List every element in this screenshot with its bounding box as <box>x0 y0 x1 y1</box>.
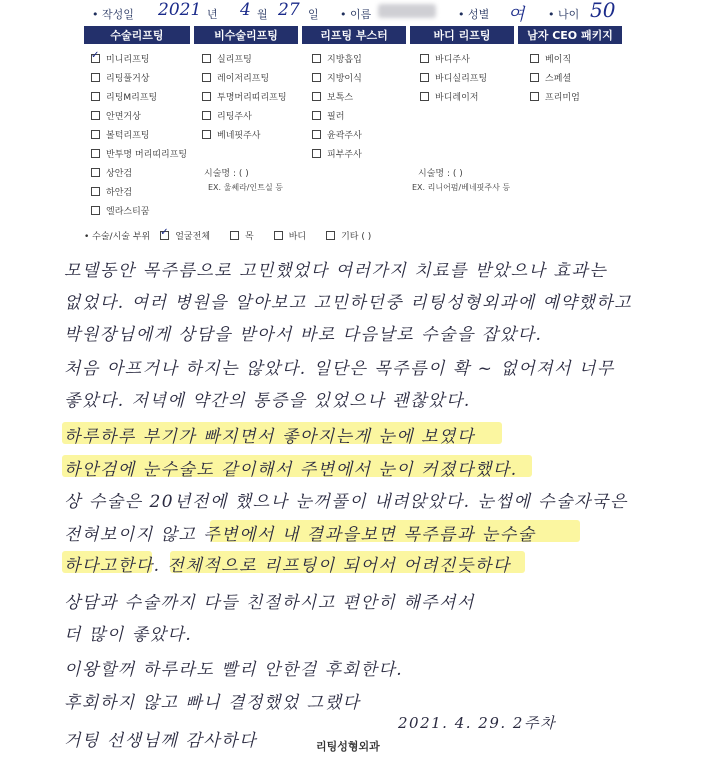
checkbox[interactable] <box>91 149 100 158</box>
handwritten-line: 더 많이 좋았다. <box>64 625 193 645</box>
handwritten-line: 전혀보이지 않고 주변에서 내 결과을보면 목주름과 눈수술 <box>64 525 536 545</box>
category-header-body-lifting: 바디 리프팅 <box>410 26 514 44</box>
checkbox[interactable] <box>91 206 100 215</box>
checkbox[interactable] <box>530 54 539 63</box>
list-item[interactable]: 실리프팅 <box>202 51 287 65</box>
list-item[interactable]: 필러 <box>312 108 362 122</box>
checkbox[interactable] <box>202 111 211 120</box>
list-item[interactable]: 하안검 <box>91 184 187 198</box>
checkbox[interactable] <box>312 54 321 63</box>
list-item[interactable]: 보톡스 <box>312 89 362 103</box>
handwritten-line: 이왕할꺼 하루라도 빨리 안한걸 후회한다. <box>64 660 404 680</box>
month-unit: 월 <box>257 8 268 21</box>
checkbox[interactable] <box>202 54 211 63</box>
checkbox[interactable] <box>91 187 100 196</box>
category-list-ceo-package <box>530 51 580 108</box>
checkbox[interactable] <box>530 92 539 101</box>
handwritten-line: 모델동안 목주름으로 고민했었다 여러가지 치료를 받았으나 효과는 <box>64 261 608 281</box>
list-item[interactable]: 리팅풀거상 <box>91 70 187 84</box>
list-item[interactable]: 레이저리프팅 <box>202 70 287 84</box>
checkbox[interactable] <box>202 130 211 139</box>
handwritten-line: 좋았다. 저녁에 약간의 통증을 있었으나 괜찮았다. <box>64 391 471 411</box>
list-item[interactable]: 바디주사 <box>420 51 487 65</box>
checkbox[interactable] <box>91 168 100 177</box>
checkbox[interactable] <box>91 92 100 101</box>
name-label: • 이름 <box>340 8 372 21</box>
list-item[interactable]: 베이직 <box>530 51 580 65</box>
procedure-name-field-1[interactable]: 시술명 : ( ) <box>204 169 249 179</box>
checkbox[interactable] <box>420 92 429 101</box>
checkbox[interactable] <box>312 130 321 139</box>
list-item[interactable]: 바디레이저 <box>420 89 487 103</box>
category-header-ceo-package: 남자 CEO 패키지 <box>518 26 622 44</box>
category-header-lifting-booster: 리프팅 부스터 <box>302 26 406 44</box>
name-redacted <box>378 4 436 18</box>
list-item[interactable]: 지방흡입 <box>312 51 362 65</box>
category-header-nonsurgical-lifting: 비수술리프팅 <box>194 26 298 44</box>
list-item[interactable]: 볼턱리프팅 <box>91 127 187 141</box>
list-item[interactable]: 바디실리프팅 <box>420 70 487 84</box>
day-unit: 일 <box>308 8 319 21</box>
list-item[interactable]: 지방이식 <box>312 70 362 84</box>
list-item[interactable]: 엘라스티꿈 <box>91 203 187 217</box>
gender-label: • 성별 <box>458 8 490 21</box>
list-item[interactable]: 안면거상 <box>91 108 187 122</box>
checkbox[interactable] <box>312 149 321 158</box>
handwritten-line: 하루하루 부기가 빠지면서 좋아지는게 눈에 보였다 <box>64 427 475 447</box>
list-item[interactable]: 베네핏주사 <box>202 127 287 141</box>
list-item[interactable]: ✓ 미니리프팅 <box>91 51 187 65</box>
date-label: • 작성일 <box>92 8 134 21</box>
date-month: 4 <box>240 0 251 20</box>
procedure-example-1: EX. 울쎄라/인트실 등 <box>208 183 283 192</box>
date-year: 2021 <box>158 0 202 20</box>
handwritten-line: 하다고한다. 전체적으로 리프팅이 되어서 어려진듯하다 <box>64 556 511 576</box>
gender-value: 여 <box>508 5 525 25</box>
handwritten-line: 후회하지 않고 빠니 결정했었 그랬다 <box>64 693 361 713</box>
age-label: • 나이 <box>548 8 580 21</box>
handwritten-line: 없었다. 여러 병원을 알아보고 고민하던중 리팅성형외과에 예약했하고 <box>64 293 633 313</box>
list-item[interactable]: 상안검 <box>91 165 187 179</box>
checkbox[interactable] <box>312 111 321 120</box>
checkbox[interactable] <box>326 231 335 240</box>
checkbox[interactable] <box>312 73 321 82</box>
signature-date: 2021. 4. 29. 2주차 <box>398 714 556 732</box>
list-item[interactable]: 프리미엄 <box>530 89 580 103</box>
handwritten-line: 처음 아프거나 하지는 않았다. 일단은 목주름이 확 ~ 없어져서 너무 <box>64 359 615 379</box>
handwritten-line: 박원장님에게 상담을 받아서 바로 다음날로 수술을 잡았다. <box>64 325 543 345</box>
checkbox[interactable] <box>91 73 100 82</box>
handwritten-line: 거팅 선생님께 감사하다 <box>64 731 258 751</box>
checkbox[interactable] <box>420 73 429 82</box>
procedure-example-2: EX. 리니어펌/베네핏주사 등 <box>412 183 511 192</box>
list-item[interactable]: 반투명 머리띠리프팅 <box>91 146 187 160</box>
category-list-body-lifting <box>420 51 487 108</box>
clinic-stamp: 리팅성형외과 <box>316 740 380 753</box>
date-day: 27 <box>278 0 300 20</box>
checkbox[interactable] <box>202 73 211 82</box>
list-item[interactable]: 투명머리띠리프팅 <box>202 89 287 103</box>
checkbox[interactable] <box>312 92 321 101</box>
list-item[interactable]: 리팅M리프팅 <box>91 89 187 103</box>
checkbox[interactable] <box>91 130 100 139</box>
category-header-surgical-lifting: 수술리프팅 <box>84 26 190 44</box>
list-item[interactable]: 스페셜 <box>530 70 580 84</box>
checkbox[interactable] <box>230 231 239 240</box>
checkbox[interactable] <box>202 92 211 101</box>
handwritten-line: 하안검에 눈수술도 같이해서 주변에서 눈이 커졌다했다. <box>64 460 518 480</box>
category-list-surgical-lifting <box>91 51 187 222</box>
area-row: • 수술/시술 부위 ✓ 얼굴전체 목 바디 기타 ( ) <box>84 228 371 242</box>
year-unit: 년 <box>207 8 218 21</box>
category-list-nonsurgical-lifting <box>202 51 287 146</box>
handwritten-line: 상 수술은 20년전에 했으나 눈꺼풀이 내려앉았다. 눈썹에 수술자국은 <box>64 492 628 512</box>
category-list-lifting-booster <box>312 51 362 165</box>
procedure-name-field-2[interactable]: 시술명 : ( ) <box>418 169 463 179</box>
checkbox[interactable] <box>274 231 283 240</box>
age-value: 50 <box>590 0 616 22</box>
list-item[interactable]: 리팅주사 <box>202 108 287 122</box>
list-item[interactable]: 윤곽주사 <box>312 127 362 141</box>
checkbox[interactable] <box>420 54 429 63</box>
checkbox[interactable] <box>91 111 100 120</box>
area-label: • 수술/시술 부위 <box>84 231 151 242</box>
list-item[interactable]: 피부주사 <box>312 146 362 160</box>
handwritten-line: 상담과 수술까지 다들 친절하시고 편안히 해주셔서 <box>64 593 475 613</box>
checkbox-checked[interactable] <box>160 231 169 240</box>
checkbox-checked[interactable] <box>91 54 100 63</box>
checkbox[interactable] <box>530 73 539 82</box>
